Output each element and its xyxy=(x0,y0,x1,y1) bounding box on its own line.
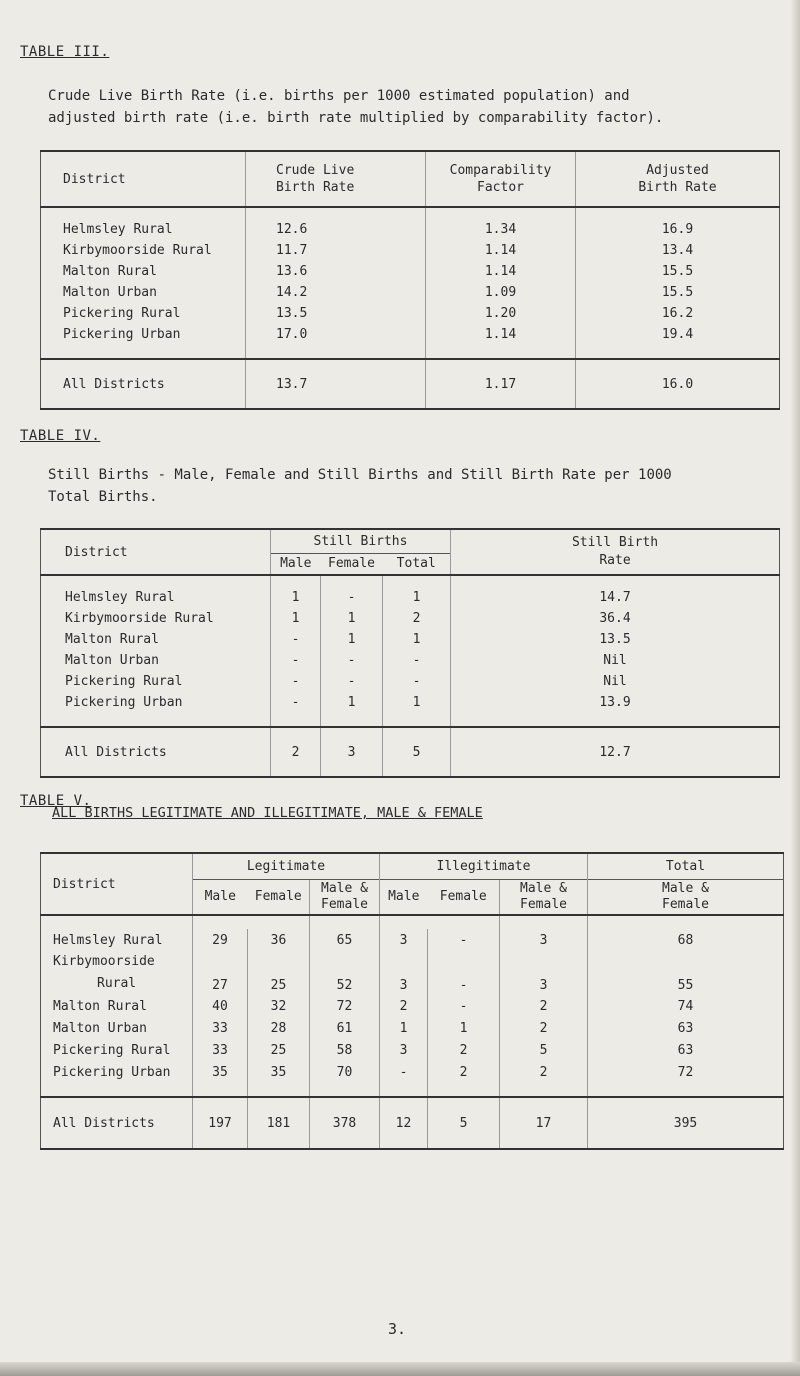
table4-still-births xyxy=(40,528,780,778)
table-row: Pickering Urban 35 35 70 - 2 2 72 xyxy=(41,1061,784,1083)
table5-header-leg-female: Female xyxy=(248,879,310,915)
table-row: Helmsley Rural 29 36 65 3 - 3 68 xyxy=(41,929,784,951)
table3-heading: TABLE III. xyxy=(20,44,110,60)
table4-header-female: Female xyxy=(321,553,383,575)
table-row: Pickering Urban 17.0 1.14 19.4 xyxy=(41,324,780,345)
table-row: Helmsley Rural 12.6 1.34 16.9 xyxy=(41,219,780,240)
table-row: Malton Urban - - - Nil xyxy=(41,650,780,671)
table5-header-leg-male: Male xyxy=(193,879,248,915)
table-row: Kirbymoorside Rural 11.7 1.14 13.4 xyxy=(41,240,780,261)
table5-header-row1 xyxy=(41,853,784,879)
table5-header-leg-mf: Male & Female xyxy=(310,879,380,915)
table4-caption-line2: Total Births. xyxy=(48,489,158,505)
table-row: Malton Rural - 1 1 13.5 xyxy=(41,629,780,650)
table5-total-row: All Districts 197 181 378 12 5 17 395 xyxy=(41,1097,784,1149)
table3-header-factor: Comparability Factor xyxy=(426,151,576,207)
table-row: Malton Rural 13.6 1.14 15.5 xyxy=(41,261,780,282)
table5-heading: TABLE V. xyxy=(20,793,92,809)
table5-header-ill-mf: Male & Female xyxy=(500,879,588,915)
table4-header-male: Male xyxy=(271,553,321,575)
table4-header-still-births: Still Births xyxy=(271,529,451,553)
table-row: Kirbymoorside Rural 27 25 52 3 - 3 55 xyxy=(41,951,784,995)
table-row: Pickering Rural 33 25 58 3 2 5 63 xyxy=(41,1039,784,1061)
table5-header-district: District xyxy=(41,853,193,915)
table-row: Pickering Rural - - - Nil xyxy=(41,671,780,692)
table4-heading: TABLE IV. xyxy=(20,428,101,444)
scan-bottom-edge xyxy=(0,1362,800,1376)
table3-caption-line1: Crude Live Birth Rate (i.e. births per 1000 estimated population) and xyxy=(48,88,630,104)
table-row: Helmsley Rural 1 - 1 14.7 xyxy=(41,587,780,608)
table5-header-illegitimate: Illegitimate xyxy=(380,853,588,879)
table4-header-row1 xyxy=(41,529,780,553)
table3-header-crude: Crude Live Birth Rate xyxy=(246,151,426,207)
table5-header-ill-female: Female xyxy=(428,879,500,915)
table-row: Pickering Urban - 1 1 13.9 xyxy=(41,692,780,713)
page-number: 3. xyxy=(388,1320,407,1338)
scan-edge-shadow xyxy=(790,0,800,1376)
table5-all-births xyxy=(40,852,784,1150)
table3-header-adjusted: Adjusted Birth Rate xyxy=(576,151,780,207)
table3-total-row: All Districts 13.7 1.17 16.0 xyxy=(41,359,780,409)
table-row: Malton Urban 14.2 1.09 15.5 xyxy=(41,282,780,303)
table4-total-row: All Districts 2 3 5 12.7 xyxy=(41,727,780,777)
table4-caption-line1: Still Births - Male, Female and Still Births and Still Birth Rate per 1000 xyxy=(48,467,672,483)
table5-header-total-mf: Male & Female xyxy=(588,879,784,915)
table4-header-total: Total xyxy=(383,553,451,575)
table5-header-ill-male: Male xyxy=(380,879,428,915)
table5-header-total: Total xyxy=(588,853,784,879)
table5-header-legitimate: Legitimate xyxy=(193,853,380,879)
table4-header-rate: Still Birth Rate xyxy=(451,529,780,575)
table3-caption-line2: adjusted birth rate (i.e. birth rate multiplied by comparability factor). xyxy=(48,110,664,126)
table4-header-district: District xyxy=(41,529,271,575)
table-row: Kirbymoorside Rural 1 1 2 36.4 xyxy=(41,608,780,629)
table-row: Malton Rural 40 32 72 2 - 2 74 xyxy=(41,995,784,1017)
table3-header-row xyxy=(41,151,780,207)
table-row: Malton Urban 33 28 61 1 1 2 63 xyxy=(41,1017,784,1039)
table5-subheading: ALL BIRTHS LEGITIMATE AND ILLEGITIMATE, MALE & FEMALE xyxy=(52,805,483,821)
table-row: Pickering Rural 13.5 1.20 16.2 xyxy=(41,303,780,324)
table3-header-district: District xyxy=(41,151,246,207)
table5-district-kirbymoorside: Kirbymoorside Rural xyxy=(53,954,155,991)
table3-crude-birth-rate xyxy=(40,150,780,410)
